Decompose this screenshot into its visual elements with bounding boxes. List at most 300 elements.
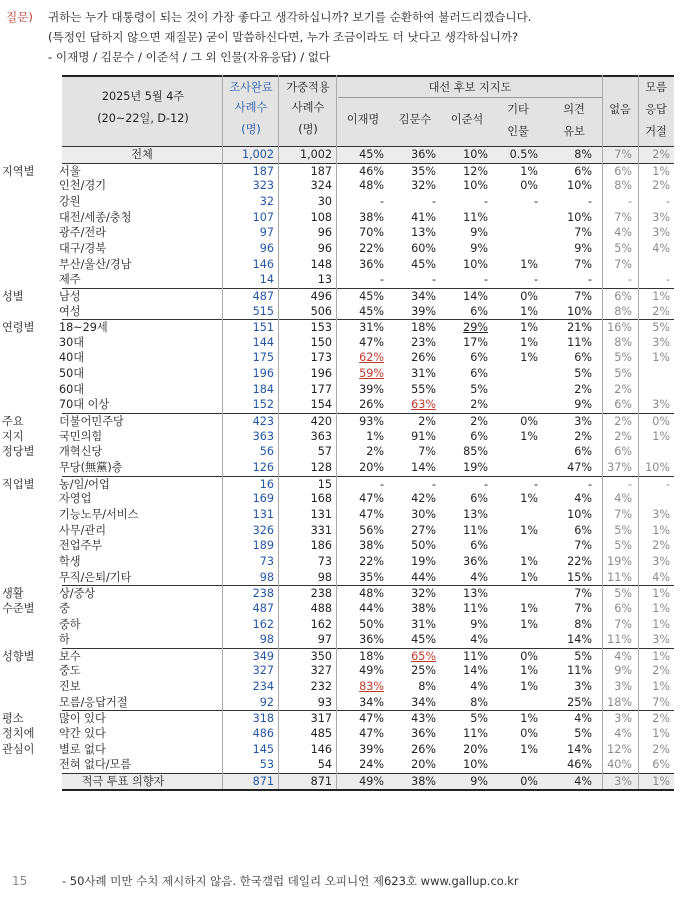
header-other-1: 기타	[507, 103, 529, 116]
cell-b: 63%	[411, 398, 436, 412]
cell-f: 2%	[614, 429, 632, 443]
cell-b: 34%	[411, 289, 436, 303]
question-label: 질문)	[6, 10, 33, 24]
cell-d: 1%	[520, 664, 538, 678]
cell-c: 10%	[463, 148, 488, 161]
cell-b: 27%	[411, 523, 436, 537]
cell-w: 331	[310, 523, 332, 537]
cell-a: 49%	[359, 775, 384, 788]
header-weighted-2: 사례수	[291, 101, 325, 114]
cell-d: 0%	[520, 775, 538, 788]
cell-e: 3%	[574, 680, 592, 694]
cell-b: 32%	[411, 179, 436, 193]
cell-n: 162	[252, 617, 274, 631]
cell-e: -	[587, 477, 592, 491]
cell-h: 3%	[652, 633, 670, 647]
cell-w: 30	[317, 194, 332, 208]
cell-c: 10%	[463, 758, 488, 772]
cell-d: 1%	[520, 492, 538, 506]
cell-f: 12%	[607, 742, 632, 756]
cell-w: 108	[310, 210, 332, 224]
cell-n: 487	[252, 289, 274, 303]
cell-d: 1%	[520, 164, 538, 178]
table-row	[2, 288, 674, 305]
cell-f: 6%	[614, 601, 632, 615]
cell-n: 318	[252, 712, 274, 726]
table-row	[62, 773, 674, 790]
table-row	[59, 225, 674, 241]
table-row	[2, 742, 674, 758]
cell-n: 189	[252, 539, 274, 553]
cell-f: 8%	[614, 335, 632, 349]
cell-a: 62%	[359, 351, 384, 365]
cell-b: 36%	[411, 727, 436, 741]
table-row	[59, 304, 674, 320]
cell-a: 34%	[359, 695, 384, 709]
cell-e: 11%	[567, 335, 592, 349]
cell-a: 47%	[359, 492, 384, 506]
cell-f: -	[627, 194, 632, 208]
cell-f: 5%	[614, 241, 632, 255]
row-label: 광주/전라	[59, 226, 106, 240]
cell-c: 11%	[463, 601, 488, 615]
row-label: 중	[59, 601, 70, 615]
row-group-label: 연령별	[2, 321, 35, 335]
cell-n: 144	[252, 335, 274, 349]
cell-n: 56	[259, 445, 274, 459]
cell-a: 47%	[359, 712, 384, 726]
cell-e: 6%	[574, 523, 592, 537]
cell-b: 26%	[411, 351, 436, 365]
header-other-2: 인물	[507, 125, 529, 138]
cell-w: 168	[310, 492, 332, 506]
row-label: 대전/세종/충청	[59, 210, 132, 224]
cell-b: 43%	[411, 712, 436, 726]
header-period: 2025년 5월 4주	[101, 90, 185, 103]
cell-a: 24%	[359, 758, 384, 772]
cell-n: 175	[252, 351, 274, 365]
cell-a: 93%	[359, 415, 384, 429]
cell-f: 5%	[614, 587, 632, 601]
cell-w: 350	[310, 649, 332, 663]
cell-a: 56%	[359, 523, 384, 537]
row-group-label: 성향별	[2, 649, 35, 663]
cell-n: 327	[252, 664, 274, 678]
cell-a: 38%	[359, 539, 384, 553]
row-label: 국민의힘	[59, 429, 103, 443]
table-row	[59, 491, 674, 507]
cell-a: 26%	[359, 398, 384, 412]
cell-h: 3%	[652, 507, 670, 521]
cell-n: 487	[252, 601, 274, 615]
cell-f: 5%	[614, 539, 632, 553]
question-line-2: (특정인 답하지 않으면 재질문) 굳이 말씀하신다면, 누가 조금이라도 더 낫다고 생각하십니까?	[48, 30, 519, 44]
header-reserve-1: 의견	[563, 103, 585, 116]
cell-a: 50%	[359, 617, 384, 631]
cell-c: -	[483, 194, 488, 208]
cell-n: 145	[252, 742, 274, 756]
cell-b: 31%	[411, 617, 436, 631]
cell-e: 21%	[567, 321, 592, 335]
cell-w: 13	[317, 273, 332, 287]
row-group-label: 지지	[2, 429, 24, 443]
cell-n: 871	[252, 775, 274, 788]
cell-h: 1%	[652, 680, 670, 694]
cell-w: 148	[310, 257, 332, 271]
row-label: 별로 없다	[59, 742, 106, 756]
cell-e: 9%	[574, 241, 592, 255]
cell-h: 10%	[645, 461, 670, 474]
cell-f: 2%	[614, 415, 632, 429]
cell-w: 93	[317, 695, 332, 709]
cell-n: 238	[252, 587, 274, 601]
cell-w: 97	[317, 633, 332, 647]
cell-f: 7%	[614, 148, 632, 161]
row-group-label: 주요	[2, 415, 24, 429]
cell-n: 14	[259, 273, 274, 287]
table-row	[2, 429, 674, 445]
cell-b: -	[431, 194, 436, 208]
cell-e: 4%	[574, 775, 592, 788]
cell-n: 152	[252, 398, 274, 412]
cell-n: 169	[252, 492, 274, 506]
cell-h: 3%	[652, 210, 670, 224]
cell-w: 173	[310, 351, 332, 365]
cell-d: 1%	[520, 321, 538, 335]
cell-b: 45%	[411, 257, 436, 271]
cell-f: 6%	[614, 398, 632, 412]
row-label: 많이 있다	[59, 712, 106, 726]
row-label: 인천/경기	[59, 179, 106, 193]
cell-e: 47%	[567, 461, 592, 474]
row-label: 대구/경북	[59, 241, 106, 255]
cell-n: 363	[252, 429, 274, 443]
table-row	[2, 413, 674, 430]
table-row	[2, 648, 674, 665]
cell-h: -	[665, 273, 670, 287]
cell-d: 1%	[520, 554, 538, 568]
header-none: 없음	[609, 103, 631, 116]
cell-a: 39%	[359, 742, 384, 756]
cell-f: 4%	[614, 649, 632, 663]
cell-e: 6%	[574, 164, 592, 178]
cell-b: 35%	[411, 164, 436, 178]
cell-b: 26%	[411, 742, 436, 756]
cell-b: 45%	[411, 633, 436, 647]
cell-c: -	[483, 273, 488, 287]
cell-c: 5%	[470, 382, 488, 396]
cell-h: 7%	[652, 695, 670, 709]
cell-h: 1%	[652, 429, 670, 443]
cell-a: 45%	[359, 304, 384, 318]
header-sample-3: (명)	[241, 123, 261, 136]
cell-f: 18%	[607, 695, 632, 709]
cell-e: -	[587, 194, 592, 208]
row-label: 제주	[59, 273, 81, 287]
cell-e: 7%	[574, 226, 592, 240]
cell-e: 7%	[574, 587, 592, 601]
cell-c: 4%	[470, 680, 488, 694]
cell-d: 1%	[520, 712, 538, 726]
cell-e: -	[587, 273, 592, 287]
cell-h: 2%	[652, 742, 670, 756]
table-row	[59, 554, 674, 570]
cell-h: 3%	[652, 554, 670, 568]
cell-e: 9%	[574, 398, 592, 412]
cell-h: 5%	[652, 321, 670, 335]
cell-f: 3%	[614, 680, 632, 694]
table-row	[59, 382, 674, 398]
column-divider	[602, 75, 603, 789]
cell-a: 22%	[359, 241, 384, 255]
row-group-label: 지역별	[2, 164, 35, 178]
cell-c: 85%	[463, 445, 488, 459]
cell-w: 238	[310, 587, 332, 601]
cell-w: 15	[317, 477, 332, 491]
cell-f: 2%	[614, 382, 632, 396]
cell-a: 47%	[359, 727, 384, 741]
cell-h: 1%	[652, 351, 670, 365]
cell-e: 5%	[574, 649, 592, 663]
cell-a: 20%	[359, 461, 384, 474]
cell-a: 35%	[359, 570, 384, 584]
cell-f: 9%	[614, 664, 632, 678]
cell-d: 1%	[520, 617, 538, 631]
cell-c: 6%	[470, 539, 488, 553]
header-reserve-2: 유보	[563, 125, 585, 138]
row-label: 전혀 없다/모름	[59, 758, 132, 772]
cell-w: 128	[310, 461, 332, 474]
cell-f: 3%	[614, 712, 632, 726]
cell-d: -	[533, 477, 538, 491]
cell-e: 8%	[574, 148, 592, 161]
cell-e: 5%	[574, 727, 592, 741]
cell-e: 14%	[567, 633, 592, 647]
cell-h: 6%	[652, 758, 670, 772]
cell-w: 186	[310, 539, 332, 553]
cell-h: 3%	[652, 226, 670, 240]
cell-e: 3%	[574, 415, 592, 429]
column-divider	[222, 75, 223, 789]
cell-c: 10%	[463, 179, 488, 193]
table-row	[2, 710, 674, 727]
cell-n: 151	[252, 321, 274, 335]
header-kim: 김문수	[398, 113, 432, 126]
row-label: 40대	[59, 351, 85, 365]
header-refuse-1: 모름	[645, 81, 667, 94]
cell-w: 187	[310, 164, 332, 178]
cell-c: 14%	[463, 289, 488, 303]
cell-e: 7%	[574, 257, 592, 271]
cell-d: -	[533, 273, 538, 287]
header-refuse-2: 응답	[645, 103, 667, 116]
table-row	[59, 757, 674, 773]
cell-e: 6%	[574, 351, 592, 365]
table-row	[59, 460, 674, 476]
row-label: 중도	[59, 664, 81, 678]
cell-w: 196	[310, 367, 332, 381]
row-group-label: 생활	[2, 587, 24, 601]
header-sample-1: 조사완료	[229, 81, 273, 94]
row-group-label: 관심이	[2, 742, 35, 756]
cell-n: 515	[252, 304, 274, 318]
table-row	[59, 210, 674, 226]
cell-w: 420	[310, 415, 332, 429]
row-label: 모름/응답거절	[59, 695, 128, 709]
cell-h: 1%	[652, 523, 670, 537]
cell-b: 23%	[411, 335, 436, 349]
cell-d: 1%	[520, 680, 538, 694]
cell-a: 2%	[366, 445, 384, 459]
row-label: 부산/울산/경남	[59, 257, 132, 271]
cell-h: -	[665, 477, 670, 491]
cell-a: 48%	[359, 179, 384, 193]
cell-a: 59%	[359, 367, 384, 381]
cell-n: 92	[259, 695, 274, 709]
cell-e: 2%	[574, 429, 592, 443]
cell-a: 49%	[359, 664, 384, 678]
cell-e: 2%	[574, 382, 592, 396]
cell-h: 2%	[652, 304, 670, 318]
cell-n: 326	[252, 523, 274, 537]
cell-a: 1%	[366, 429, 384, 443]
row-label: 남성	[59, 289, 81, 303]
row-label: 전체	[131, 148, 153, 161]
cell-a: 38%	[359, 210, 384, 224]
cell-c: 13%	[463, 507, 488, 521]
cell-d: 1%	[520, 429, 538, 443]
cell-d: 0%	[520, 415, 538, 429]
cell-b: 38%	[411, 775, 436, 788]
cell-b: 20%	[411, 758, 436, 772]
cell-n: 423	[252, 415, 274, 429]
cell-f: 4%	[614, 727, 632, 741]
cell-c: 9%	[470, 775, 488, 788]
cell-h: 1%	[652, 164, 670, 178]
cell-w: 1,002	[299, 148, 332, 161]
cell-n: 131	[252, 507, 274, 521]
cell-h: 2%	[652, 664, 670, 678]
cell-w: 317	[310, 712, 332, 726]
cell-w: 150	[310, 335, 332, 349]
table-row	[59, 335, 674, 351]
cell-c: 11%	[463, 523, 488, 537]
cell-e: 46%	[567, 758, 592, 772]
cell-d: 0%	[520, 649, 538, 663]
cell-c: 4%	[470, 633, 488, 647]
cell-f: 11%	[607, 633, 632, 647]
cell-c: 9%	[470, 617, 488, 631]
cell-n: 32	[259, 194, 274, 208]
cell-n: 96	[259, 241, 274, 255]
cell-b: 55%	[411, 382, 436, 396]
cell-c: 11%	[463, 727, 488, 741]
cell-d: 0%	[520, 289, 538, 303]
cell-h: 3%	[652, 398, 670, 412]
cell-b: 7%	[418, 445, 436, 459]
cell-c: 13%	[463, 587, 488, 601]
cell-h: 1%	[652, 587, 670, 601]
cell-n: 323	[252, 179, 274, 193]
table-row	[59, 632, 674, 648]
row-label: 보수	[59, 649, 81, 663]
cell-h: 2%	[652, 712, 670, 726]
cell-f: -	[627, 477, 632, 491]
cell-a: 47%	[359, 335, 384, 349]
row-label: 60대	[59, 382, 85, 396]
question-line-1: 귀하는 누가 대통령이 되는 것이 가장 좋다고 생각하십니까? 보기를 순환하여 불러드리겠습니다.	[48, 10, 532, 24]
cell-w: 177	[310, 382, 332, 396]
cell-b: 44%	[411, 570, 436, 584]
row-label: 학생	[59, 554, 81, 568]
cell-c: 6%	[470, 492, 488, 506]
cell-b: 14%	[411, 461, 436, 474]
cell-c: 17%	[463, 335, 488, 349]
column-divider	[336, 75, 337, 789]
table-row	[2, 585, 674, 602]
cell-w: 232	[310, 680, 332, 694]
cell-n: 486	[252, 727, 274, 741]
cell-b: 18%	[411, 321, 436, 335]
cell-d: 0.5%	[509, 148, 538, 161]
cell-d: 1%	[520, 257, 538, 271]
cell-n: 73	[259, 554, 274, 568]
cell-e: 10%	[567, 179, 592, 193]
row-label: 농/임/어업	[59, 477, 110, 491]
table-row	[59, 695, 674, 711]
cell-a: -	[379, 273, 384, 287]
cell-b: 91%	[411, 429, 436, 443]
cell-n: 16	[259, 477, 274, 491]
cell-e: 7%	[574, 601, 592, 615]
cell-n: 349	[252, 649, 274, 663]
row-label: 50대	[59, 367, 85, 381]
cell-f: 19%	[607, 554, 632, 568]
cell-f: 6%	[614, 445, 632, 459]
cell-c: 6%	[470, 429, 488, 443]
cell-c: 2%	[470, 415, 488, 429]
cell-c: 10%	[463, 257, 488, 271]
cell-a: -	[379, 477, 384, 491]
cell-e: 4%	[574, 712, 592, 726]
table-row	[59, 178, 674, 194]
cell-w: 324	[310, 179, 332, 193]
table-row	[59, 397, 674, 413]
row-label: 중하	[59, 617, 81, 631]
cell-b: 36%	[411, 148, 436, 161]
cell-n: 98	[259, 570, 274, 584]
cell-f: 3%	[614, 775, 632, 788]
cell-b: 13%	[411, 226, 436, 240]
row-label: 약간 있다	[59, 727, 106, 741]
cell-b: 34%	[411, 695, 436, 709]
cell-h: 1%	[652, 727, 670, 741]
row-label: 30대	[59, 335, 85, 349]
cell-b: -	[431, 273, 436, 287]
cell-a: 46%	[359, 164, 384, 178]
cell-e: 8%	[574, 617, 592, 631]
cell-c: -	[483, 477, 488, 491]
cell-n: 184	[252, 382, 274, 396]
row-label: 자영업	[59, 492, 92, 506]
cell-b: 30%	[411, 507, 436, 521]
cell-n: 1,002	[241, 148, 274, 161]
cell-h: 2%	[652, 539, 670, 553]
cell-w: 146	[310, 742, 332, 756]
cell-h: 1%	[652, 617, 670, 631]
page-number: 15	[12, 874, 28, 888]
cell-n: 126	[252, 461, 274, 474]
